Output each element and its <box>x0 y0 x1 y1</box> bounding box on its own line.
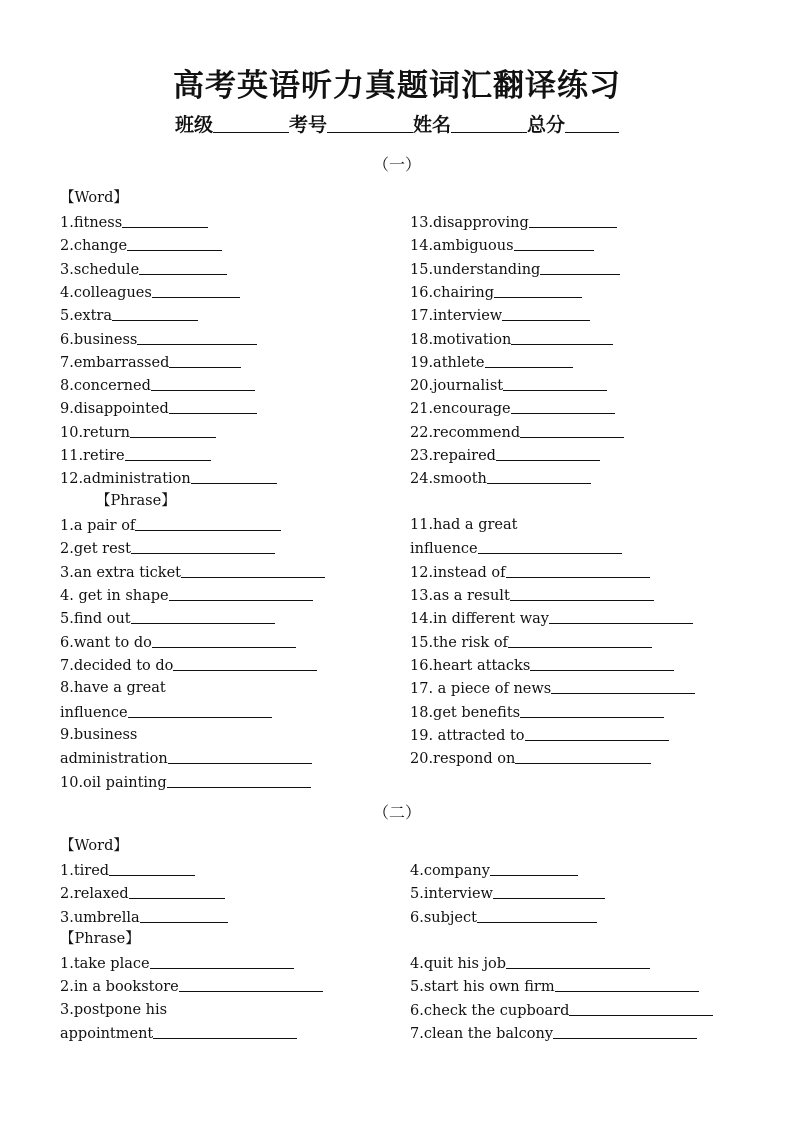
item-text: 14.ambiguous <box>410 238 514 255</box>
exercise-item <box>410 749 651 768</box>
answer-blank[interactable] <box>112 306 198 321</box>
item-text: 10.return <box>60 424 131 441</box>
name-label: 姓名 <box>413 114 452 136</box>
worksheet-title: 高考英语听力真题词汇翻译练习 <box>173 68 621 104</box>
exercise-item <box>60 908 228 927</box>
exercise-item <box>60 726 137 744</box>
exercise-item <box>410 353 573 372</box>
exercise-item <box>410 563 650 582</box>
answer-blank[interactable] <box>191 469 277 484</box>
answer-blank[interactable] <box>129 884 225 899</box>
answer-blank[interactable] <box>490 861 578 876</box>
exercise-item <box>60 954 294 973</box>
exercise-item <box>410 633 652 652</box>
answer-blank[interactable] <box>131 609 275 624</box>
answer-blank[interactable] <box>169 586 313 601</box>
item-text: 3.an extra ticket <box>60 565 181 581</box>
section-2-phrase-header: 【Phrase】 <box>60 931 140 947</box>
exercise-item <box>410 908 597 927</box>
exercise-item <box>60 330 257 349</box>
item-text: administration <box>60 751 168 767</box>
item-text: 19. attracted to <box>410 728 525 744</box>
section-2-word-header: 【Word】 <box>60 838 128 854</box>
exercise-item <box>410 330 613 349</box>
exercise-item <box>60 703 272 722</box>
answer-blank[interactable] <box>520 423 624 438</box>
exercise-item <box>60 1024 297 1043</box>
item-text: 9.disappointed <box>60 401 169 418</box>
section-1-word-header: 【Word】 <box>60 190 128 206</box>
item-text: 1.a pair of <box>60 518 136 534</box>
exercise-item <box>60 516 281 535</box>
exercise-item <box>410 236 594 255</box>
item-text: influence <box>60 705 128 721</box>
section-2-title: （二） <box>372 803 421 822</box>
exercise-item <box>410 726 669 745</box>
answer-blank[interactable] <box>150 954 294 969</box>
item-text: 4.quit his job <box>410 956 507 972</box>
section-1-phrase-header: 【Phrase】 <box>96 493 176 509</box>
item-text: 24.smooth <box>410 471 487 488</box>
answer-blank[interactable] <box>167 773 311 788</box>
answer-blank[interactable] <box>510 586 654 601</box>
answer-blank[interactable] <box>140 908 228 923</box>
item-text: 14.in different way <box>410 611 549 627</box>
item-text: 5.start his own firm <box>410 979 555 996</box>
answer-blank[interactable] <box>514 236 594 251</box>
exercise-item <box>60 861 195 880</box>
answer-blank[interactable] <box>169 399 257 414</box>
answer-blank[interactable] <box>529 213 617 228</box>
answer-blank[interactable] <box>151 376 255 391</box>
exercise-item <box>60 399 257 418</box>
exercise-item <box>410 469 591 488</box>
answer-blank[interactable] <box>487 469 591 484</box>
item-text: 16.heart attacks <box>410 658 531 674</box>
answer-blank[interactable] <box>515 749 651 764</box>
item-text: 6.want to do <box>60 635 152 651</box>
item-text: 17. a piece of news <box>410 681 552 697</box>
exercise-item <box>60 469 277 488</box>
exercise-item <box>410 539 622 558</box>
item-text: 20.respond on <box>410 751 516 767</box>
exercise-item <box>60 423 216 442</box>
exercise-item <box>410 609 693 628</box>
exercise-item <box>60 1001 167 1019</box>
exam-no-label: 考号 <box>288 114 327 136</box>
answer-blank[interactable] <box>135 516 281 531</box>
exercise-item <box>60 609 275 628</box>
exercise-item <box>410 656 674 675</box>
exercise-item <box>410 516 517 534</box>
exercise-item <box>410 260 620 279</box>
exercise-item <box>410 306 590 325</box>
answer-blank[interactable] <box>525 726 669 741</box>
answer-blank[interactable] <box>503 376 607 391</box>
answer-blank[interactable] <box>131 539 275 554</box>
answer-blank[interactable] <box>506 954 650 969</box>
item-text: 1.tired <box>60 863 110 879</box>
exercise-item <box>410 446 600 465</box>
exercise-item <box>60 283 240 302</box>
section-1-title: （一） <box>372 155 421 174</box>
answer-blank[interactable] <box>168 749 312 764</box>
item-text: 5.find out <box>60 611 131 627</box>
answer-blank[interactable] <box>179 977 323 992</box>
exercise-item <box>410 376 607 395</box>
item-text: 8.have a great <box>60 680 166 696</box>
item-text: 18.get benefits <box>410 705 521 721</box>
answer-blank[interactable] <box>153 1024 297 1039</box>
exercise-item <box>60 563 325 582</box>
item-text: 4.company <box>410 863 490 879</box>
class-label: 班级 <box>174 114 213 136</box>
exercise-item <box>60 539 275 558</box>
answer-blank[interactable] <box>181 563 325 578</box>
answer-blank[interactable] <box>511 330 613 345</box>
answer-blank[interactable] <box>511 399 615 414</box>
name-blank[interactable] <box>451 114 527 133</box>
answer-blank[interactable] <box>477 908 597 923</box>
answer-blank[interactable] <box>169 353 241 368</box>
exercise-item <box>410 954 650 973</box>
item-text: 17.interview <box>410 308 503 325</box>
item-text: 2.relaxed <box>60 886 129 903</box>
exercise-item <box>410 884 605 903</box>
answer-blank[interactable] <box>137 330 257 345</box>
exercise-item <box>60 260 227 279</box>
exercise-item <box>60 236 222 255</box>
answer-blank[interactable] <box>152 283 240 298</box>
item-text: 13.disapproving <box>410 215 529 231</box>
item-text: 4. get in shape <box>60 588 169 604</box>
item-text: 1.fitness <box>60 215 123 231</box>
answer-blank[interactable] <box>125 446 211 461</box>
exercise-item <box>60 773 311 792</box>
item-text: 4.colleagues <box>60 284 152 301</box>
item-text: 15.understanding <box>410 261 541 278</box>
item-text: 15.the risk of <box>410 635 508 651</box>
item-text: 22.recommend <box>410 424 521 441</box>
student-info-line <box>0 110 794 137</box>
item-text: 3.schedule <box>60 261 140 278</box>
item-text: 16.chairing <box>410 284 494 301</box>
exercise-item <box>410 586 654 605</box>
exercise-item <box>60 376 255 395</box>
item-text: 1.take place <box>60 956 150 972</box>
answer-blank[interactable] <box>109 861 195 876</box>
exercise-item <box>60 586 313 605</box>
exam-no-blank[interactable] <box>327 114 413 133</box>
item-text: 8.concerned <box>60 378 151 395</box>
item-text: 12.administration <box>60 471 191 488</box>
answer-blank[interactable] <box>485 353 573 368</box>
item-text: 6.check the cupboard <box>410 1002 570 1019</box>
item-text: 2.get rest <box>60 541 131 557</box>
exercise-item <box>410 703 664 722</box>
answer-blank[interactable] <box>496 446 600 461</box>
exercise-item <box>410 213 617 232</box>
exercise-item <box>60 656 317 675</box>
item-text: 11.had a great <box>410 517 518 533</box>
item-text: 12.instead of <box>410 565 506 581</box>
exercise-item <box>410 1024 697 1043</box>
item-text: 13.as a result <box>410 588 510 604</box>
answer-blank[interactable] <box>549 609 693 624</box>
item-text: 2.in a bookstore <box>60 979 179 996</box>
answer-blank[interactable] <box>478 539 622 554</box>
answer-blank[interactable] <box>139 260 227 275</box>
answer-blank[interactable] <box>520 703 664 718</box>
item-text: 20.journalist <box>410 378 504 395</box>
item-text: 3.umbrella <box>60 909 140 926</box>
item-text: 5.extra <box>60 308 112 325</box>
answer-blank[interactable] <box>127 236 222 251</box>
exercise-item <box>60 977 323 996</box>
answer-blank[interactable] <box>506 563 650 578</box>
item-text: 7.clean the balcony <box>410 1025 554 1042</box>
answer-blank[interactable] <box>530 656 674 671</box>
item-text: 21.encourage <box>410 401 511 418</box>
answer-blank[interactable] <box>553 1024 697 1039</box>
answer-blank[interactable] <box>569 1001 713 1016</box>
answer-blank[interactable] <box>493 884 605 899</box>
exercise-item <box>60 633 296 652</box>
exercise-item <box>60 679 166 697</box>
answer-blank[interactable] <box>540 260 620 275</box>
answer-blank[interactable] <box>122 213 208 228</box>
exercise-item <box>60 353 241 372</box>
item-text: 18.motivation <box>410 331 512 348</box>
score-blank[interactable] <box>565 114 619 133</box>
item-text: 7.embarrassed <box>60 354 170 371</box>
exercise-item <box>410 423 624 442</box>
score-label: 总分 <box>527 114 566 136</box>
answer-blank[interactable] <box>502 306 590 321</box>
exercise-item <box>60 446 211 465</box>
exercise-item <box>410 861 578 880</box>
exercise-item <box>410 679 695 698</box>
item-text: 10.oil painting <box>60 775 167 791</box>
answer-blank[interactable] <box>152 633 296 648</box>
item-text: appointment <box>60 1025 154 1042</box>
answer-blank[interactable] <box>494 283 582 298</box>
item-text: 6.subject <box>410 909 477 926</box>
exercise-item <box>60 306 198 325</box>
item-text: 5.interview <box>410 886 493 903</box>
exercise-item <box>410 399 615 418</box>
answer-blank[interactable] <box>173 656 317 671</box>
answer-blank[interactable] <box>555 977 699 992</box>
exercise-item <box>60 213 208 232</box>
item-text: 23.repaired <box>410 448 496 464</box>
answer-blank[interactable] <box>508 633 652 648</box>
item-text: 9.business <box>60 727 138 743</box>
class-blank[interactable] <box>213 114 289 133</box>
exercise-item <box>410 283 582 302</box>
exercise-item <box>410 1001 713 1020</box>
exercise-item <box>60 749 312 768</box>
answer-blank[interactable] <box>130 423 216 438</box>
item-text: 11.retire <box>60 448 125 464</box>
item-text: 2.change <box>60 238 128 255</box>
exercise-item <box>410 977 699 996</box>
item-text: 19.athlete <box>410 354 485 371</box>
item-text: 7.decided to do <box>60 658 174 674</box>
answer-blank[interactable] <box>551 679 695 694</box>
answer-blank[interactable] <box>128 703 272 718</box>
exercise-item <box>60 884 225 903</box>
item-text: influence <box>410 541 478 557</box>
item-text: 3.postpone his <box>60 1001 168 1018</box>
item-text: 6.business <box>60 331 138 348</box>
